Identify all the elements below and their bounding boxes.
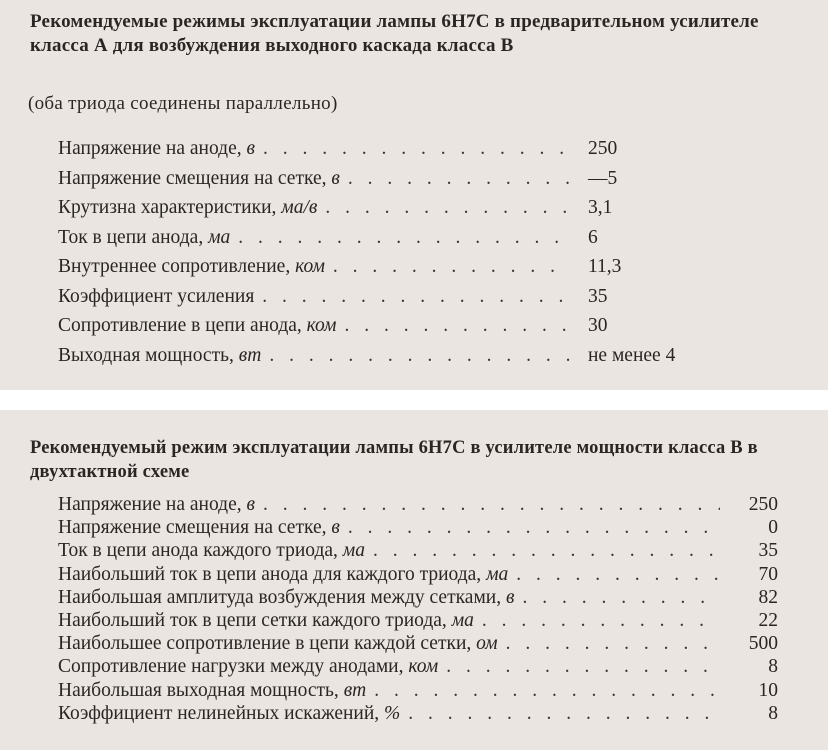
- dot-leader: [345, 315, 571, 337]
- parameter-unit: ком: [408, 656, 439, 678]
- parameter-label-text: Коэффициент нелинейных искажений,: [58, 702, 380, 724]
- parameter-value: 70: [758, 563, 778, 585]
- dot-leader: [263, 493, 720, 516]
- parameter-label: [58, 493, 255, 516]
- dot-leader: [333, 256, 570, 278]
- parameter-row: [58, 315, 698, 345]
- parameter-unit: в: [246, 494, 255, 515]
- parameter-label: [58, 516, 340, 539]
- dot-leader: [348, 516, 720, 539]
- parameter-label-text: Ток в цепи анода каждого триода,: [58, 540, 338, 562]
- parameter-label: [58, 632, 498, 655]
- parameter-label: [58, 138, 255, 160]
- parameter-label-text: Напряжение на аноде,: [58, 138, 242, 159]
- parameter-value: 8: [768, 702, 778, 724]
- parameter-row: [58, 138, 698, 168]
- dot-leader: [446, 655, 720, 678]
- dot-leader: [482, 609, 720, 632]
- parameter-label: [58, 702, 400, 725]
- section-2-parameter-list: [58, 493, 778, 725]
- parameter-label: [58, 256, 325, 278]
- parameter-value: —5: [588, 167, 618, 189]
- parameter-label: [58, 609, 474, 632]
- parameter-unit: в: [331, 517, 340, 539]
- parameter-unit: ма: [342, 540, 365, 562]
- section-1-subtitle: (оба триода соединены параллельно): [28, 93, 338, 114]
- parameter-row: [58, 539, 778, 562]
- parameter-value: 6: [588, 226, 598, 248]
- parameter-unit: %: [384, 702, 401, 724]
- parameter-label-text: Наибольшее сопротивление в цепи каждой сетки,: [58, 633, 472, 655]
- dot-leader: [522, 586, 720, 609]
- parameter-label-text: Выходная мощность,: [58, 344, 234, 366]
- parameter-label: [58, 315, 337, 337]
- parameter-label-text: Ток в цепи анода,: [58, 226, 204, 248]
- section-1-title: Рекомендуемые режимы эксплуатации лампы 6Н7С в предварительном усилителе класса А для возбуждения выходного каскада класса В: [30, 11, 759, 56]
- dot-leader: [263, 138, 570, 160]
- parameter-label: [58, 563, 508, 586]
- parameter-row: [58, 493, 778, 516]
- parameter-row: [58, 609, 778, 632]
- parameter-row: [58, 586, 778, 609]
- parameter-unit: в: [331, 167, 340, 189]
- parameter-value: 500: [748, 633, 778, 655]
- parameter-unit: ма/в: [281, 197, 318, 218]
- parameter-label: [58, 286, 254, 308]
- parameter-unit: ма: [208, 226, 231, 248]
- parameter-value: 35: [758, 540, 778, 562]
- parameter-row: [58, 679, 778, 702]
- parameter-value: 250: [748, 494, 778, 515]
- parameter-unit: в: [505, 586, 515, 608]
- section-2-title: Рекомендуемый режим эксплуатации лампы 6Н7С в усилителе мощности класса В в двухтактной схеме: [30, 438, 758, 482]
- parameter-label-text: Напряжение смещения на сетке,: [58, 517, 327, 539]
- parameter-unit: в: [246, 138, 255, 159]
- parameter-label: [58, 345, 261, 367]
- parameter-value: 82: [758, 586, 778, 608]
- parameter-label: [58, 168, 340, 190]
- parameter-label-text: Наибольшая амплитуда возбуждения между сетками,: [58, 586, 502, 608]
- parameter-row: [58, 227, 698, 257]
- parameter-unit: ком: [295, 256, 325, 277]
- dot-leader: [408, 702, 720, 725]
- parameter-label-text: Сопротивление в цепи анода,: [58, 315, 302, 336]
- parameter-unit: ма: [486, 563, 509, 585]
- parameter-unit: ма: [451, 609, 474, 631]
- parameter-value: 10: [758, 679, 778, 701]
- parameter-row: [58, 345, 698, 375]
- parameter-row: [58, 516, 778, 539]
- parameter-label-text: Напряжение смещения на сетке,: [58, 167, 327, 189]
- parameter-label-text: Внутреннее сопротивление,: [58, 256, 291, 277]
- parameter-label-text: Наибольший ток в цепи анода для каждого триода,: [58, 563, 482, 585]
- parameter-unit: ком: [306, 315, 337, 336]
- parameter-row: [58, 286, 698, 316]
- parameter-unit: вт: [238, 344, 262, 366]
- parameter-label: [58, 227, 230, 249]
- parameter-value: 3,1: [588, 197, 613, 218]
- dot-leader: [516, 563, 720, 586]
- parameter-row: [58, 563, 778, 586]
- parameter-label: [58, 679, 366, 702]
- parameter-row: [58, 256, 698, 286]
- parameter-value: 30: [588, 315, 608, 336]
- parameter-row: [58, 168, 698, 198]
- parameter-value: 11,3: [588, 256, 622, 277]
- section-2-panel: [0, 410, 828, 750]
- parameter-value: не менее 4: [588, 344, 676, 366]
- parameter-row: [58, 197, 698, 227]
- parameter-row: [58, 632, 778, 655]
- dot-leader: [374, 679, 720, 702]
- section-1-parameter-list: [58, 138, 698, 374]
- parameter-row: [58, 655, 778, 678]
- parameter-label: [58, 197, 317, 219]
- parameter-label-text: Наибольшая выходная мощность,: [58, 679, 339, 701]
- parameter-label-text: Коэффициент усиления: [58, 285, 255, 307]
- parameter-unit: вт: [343, 679, 367, 701]
- parameter-value: 0: [768, 517, 778, 539]
- parameter-label: [58, 586, 514, 609]
- dot-leader: [506, 632, 720, 655]
- parameter-label-text: Крутизна характеристики,: [58, 197, 277, 218]
- dot-leader: [348, 168, 570, 190]
- parameter-label: [58, 539, 365, 562]
- parameter-label-text: Наибольший ток в цепи сетки каждого триода,: [58, 609, 447, 631]
- dot-leader: [373, 539, 720, 562]
- parameter-row: [58, 702, 778, 725]
- parameter-label-text: Напряжение на аноде,: [58, 494, 242, 515]
- parameter-value: 35: [588, 285, 608, 307]
- parameter-value: 250: [588, 138, 618, 159]
- dot-leader: [269, 345, 570, 367]
- dot-leader: [325, 197, 570, 219]
- parameter-label-text: Сопротивление нагрузки между анодами,: [58, 656, 404, 678]
- parameter-value: 22: [758, 609, 778, 631]
- parameter-value: 8: [768, 656, 778, 678]
- parameter-unit: ом: [476, 633, 498, 655]
- dot-leader: [238, 227, 570, 249]
- parameter-label: [58, 655, 438, 678]
- dot-leader: [262, 286, 570, 308]
